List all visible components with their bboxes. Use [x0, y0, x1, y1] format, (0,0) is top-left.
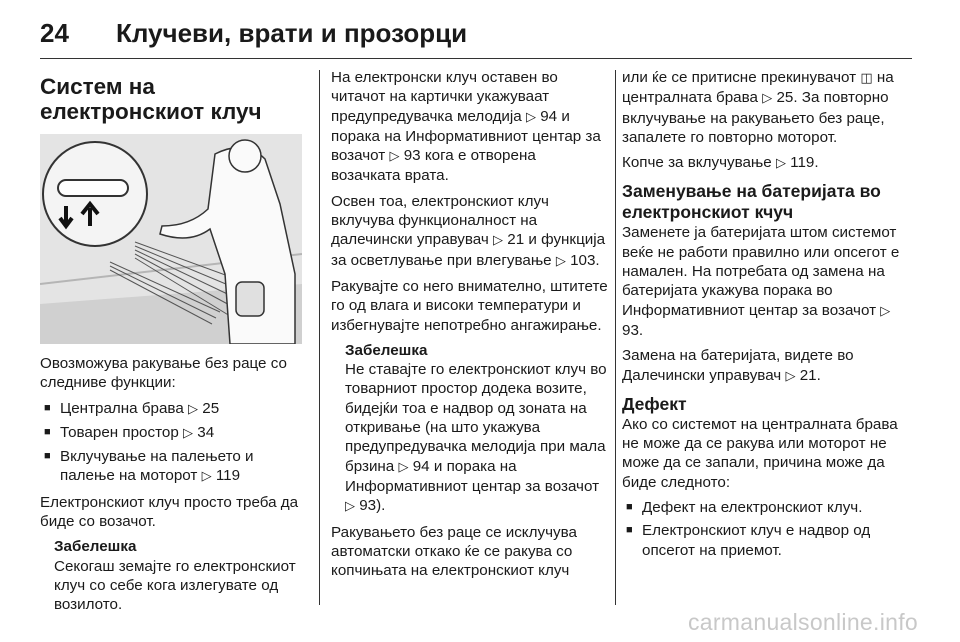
watermark: carmanualsonline.info	[687, 609, 918, 635]
note-title: Забелешка	[345, 341, 428, 359]
chapter-title: Клучеви, врати и прозорци	[116, 18, 468, 48]
paragraph: или ќе се притисне прекинувачот ◫ на централната брава ▷ 25. За повторно вклучување на ракувањето без раце, запалете го повторно моторот.	[622, 69, 894, 146]
page-ref-icon: ▷	[398, 459, 409, 475]
page-link[interactable]: 34	[197, 423, 215, 441]
note-text: Секогаш земајте го електронскиот клуч со себе кога излегувате од возилото.	[54, 557, 296, 614]
page-link[interactable]: 119	[215, 467, 241, 485]
page-link[interactable]: 21	[507, 231, 525, 249]
page-ref-icon: ▷	[555, 253, 566, 269]
paragraph: Ракувајте со него внимателно, штитете го од влага и високи температури и избегнувајте непотребно ангажирање.	[331, 277, 608, 334]
page-link[interactable]: 25.	[776, 89, 798, 107]
page-ref-icon: ▷	[775, 156, 786, 172]
list-item: ■ Вклучување на палењето и палење на моторот ▷ 119	[40, 447, 308, 487]
page-number: 24	[40, 18, 69, 48]
page-link[interactable]: 94	[412, 457, 430, 475]
page-link[interactable]: 21.	[799, 366, 821, 384]
subsection-heading: Заменување на батеријата во електронскиот кчуч	[622, 181, 881, 223]
paragraph: Освен тоа, електронскиот клуч вклучува функционалност на далечински управувач ▷ 21 и функција за осветлување при влегување ▷ 103.	[331, 192, 606, 269]
paragraph: Електронскиот клуч просто треба да биде со возачот.	[40, 493, 299, 531]
page-link[interactable]: 93	[403, 147, 421, 165]
central-lock-switch-icon: ◫	[860, 71, 873, 86]
intro-paragraph: Овозможува ракување без раце со следниве функции:	[40, 355, 287, 392]
page-link[interactable]: 94	[540, 107, 558, 125]
page-ref-icon: ▷	[201, 469, 212, 485]
fault-list	[622, 498, 914, 560]
column-divider	[319, 70, 320, 605]
page-link[interactable]: 93.	[622, 321, 644, 339]
electronic-key-illustration	[40, 134, 302, 344]
page-ref-icon: ▷	[762, 91, 773, 107]
header-rule	[40, 58, 912, 59]
paragraph: Ако со системот на централната брава не може да се ракува или моторот не може да се запали, причина може да биде следното:	[622, 415, 898, 491]
feature-list	[40, 399, 308, 487]
note-box	[54, 537, 308, 614]
paragraph: Копче за вклучување ▷ 119.	[622, 154, 819, 172]
paragraph: Ракувањето без раце се исклучува автоматски откако ќе се ракува со копчињата на електронскиот клуч	[331, 523, 577, 580]
page-ref-icon: ▷	[183, 425, 194, 441]
column-3	[622, 68, 914, 566]
subsection-heading: Дефект	[622, 393, 687, 414]
paragraph: На електронски клуч оставен во читачот на картички укажуваат предупредувачка мелодија ▷ 94 и порака на Информативниот центар за возачот ▷ 93 кога е отворена возачката врата.	[331, 69, 601, 185]
section-heading: Систем на електронскиот клуч	[40, 74, 262, 124]
paragraph: Заменете ја батеријата штом системот веќе не работи правилно или опсегот е намален. На потребата од замена на батеријата укажува порака во Информативниот центар за возачот ▷ 93.	[622, 224, 900, 339]
list-item: ■ Централна брава ▷ 25	[40, 399, 308, 419]
page-ref-icon: ▷	[493, 233, 504, 249]
list-item: ■ Електронскиот клуч е надвор од опсегот на приемот.	[622, 521, 914, 560]
page-ref-icon: ▷	[785, 368, 796, 384]
page-ref-icon: ▷	[880, 303, 891, 319]
page-ref-icon: ▷	[188, 401, 199, 417]
column-2	[331, 68, 609, 586]
page-header	[40, 14, 910, 58]
page-ref-icon: ▷	[389, 149, 400, 165]
note-title: Забелешка	[54, 538, 137, 556]
page-link[interactable]: 119.	[790, 154, 819, 172]
paragraph: Замена на батеријата, видете во Далечински управувач ▷ 21.	[622, 347, 854, 384]
note-box: Забелешка Не ставајте го електронскиот клуч во товарниот простор додека возите, бидејќи тоа е надвор од зоната на откривање (на што укажува предупредувачка мелодија при мала брзина ▷ 94 и порака на Информативниот центар за возачот ▷ 93).	[345, 341, 609, 517]
page-link[interactable]: 93).	[359, 497, 386, 515]
page-link[interactable]: 25	[202, 399, 220, 417]
column-1	[40, 68, 308, 621]
page-ref-icon: ▷	[525, 109, 536, 125]
page-link[interactable]: 103.	[570, 251, 600, 269]
list-item: ■ Дефект на електронскиот клуч.	[622, 498, 914, 517]
list-item: ■ Товарен простор ▷ 34	[40, 423, 308, 443]
page-ref-icon: ▷	[345, 499, 355, 515]
column-divider	[615, 70, 616, 605]
